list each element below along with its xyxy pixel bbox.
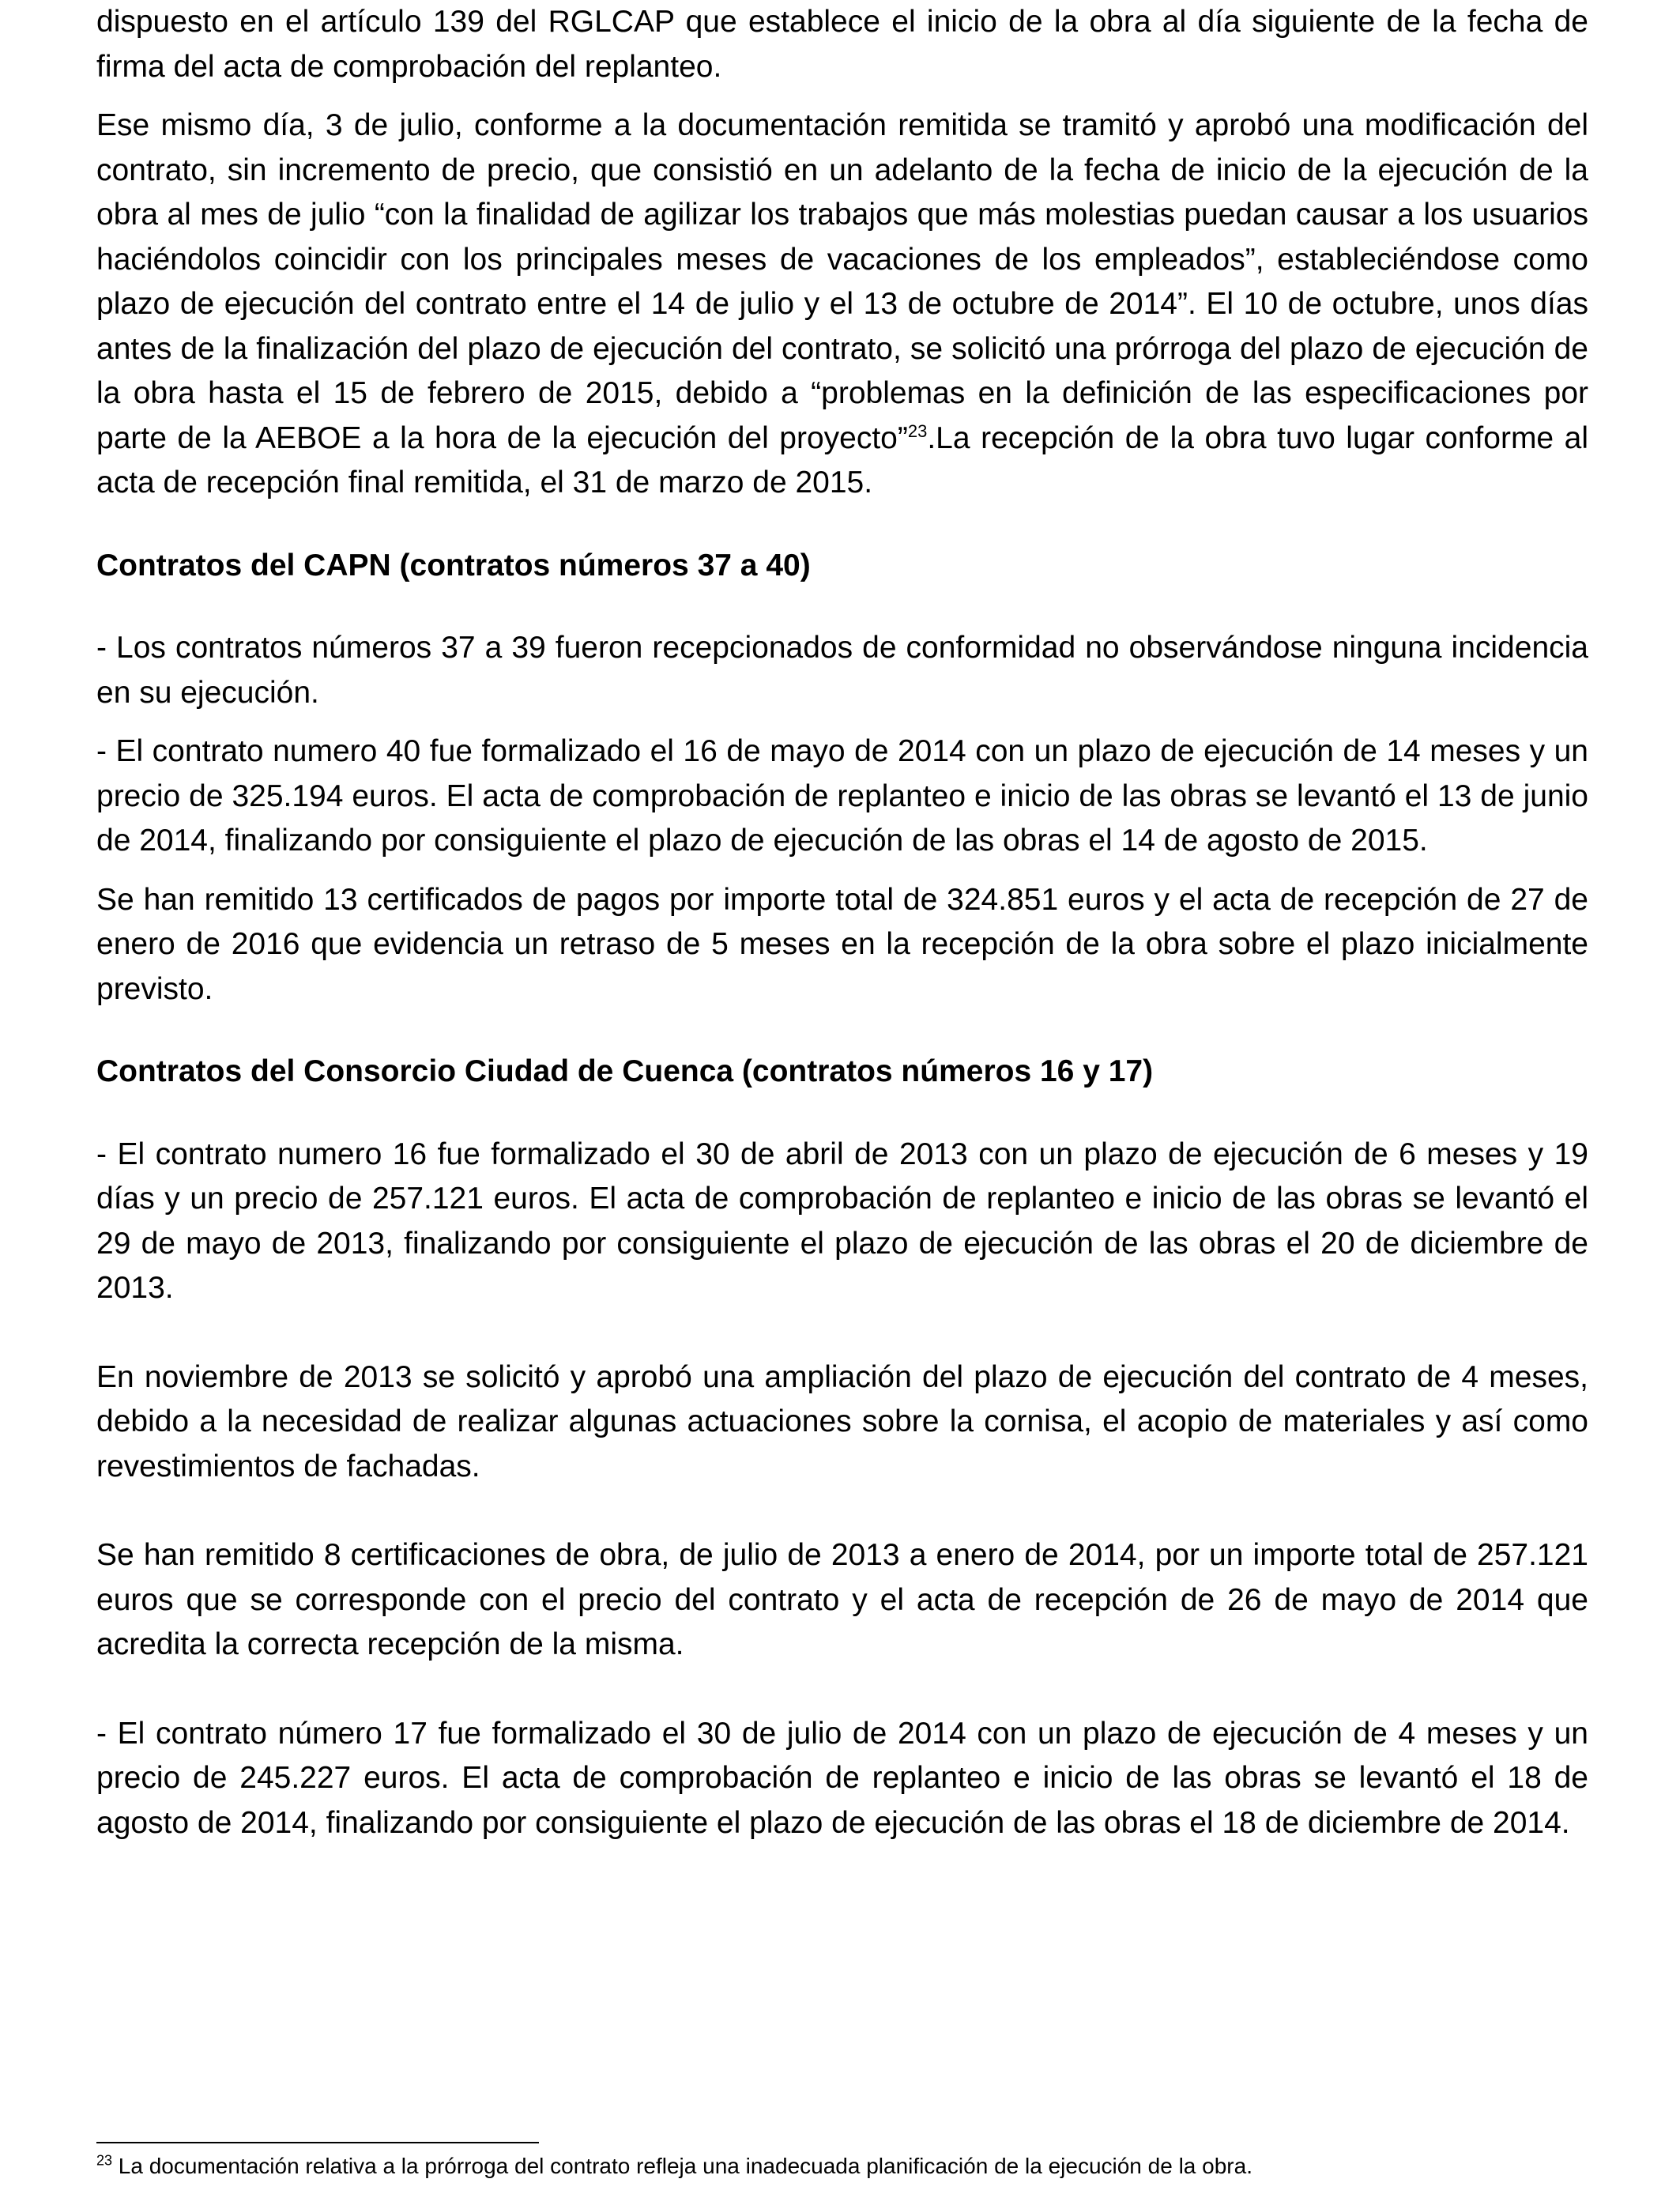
footnote-reference: 23	[907, 420, 928, 441]
document-body	[96, 0, 1588, 1845]
paragraph-text: Ese mismo día, 3 de julio, conforme a la documentación remitida se tramitó y aprobó una modificación del contrato, sin incremento de precio, que consistió en un adelanto de la fecha de inicio de la ejecución de la obra al mes de julio “con la finalidad de agilizar los trabajos que más molestias puedan causar a los usuarios haciéndolos coincidir con los principales meses de vacaciones de los empleados”, estableciéndose como plazo de ejecución del contrato entre el 14 de julio y el 13 de octubre de 2014”. El 10 de octubre, unos días antes de la finalización del plazo de ejecución del contrato, se solicitó una prórroga del plazo de ejecución de la obra hasta el 15 de febrero de 2015, debido a “problemas en la definición de las especificaciones por parte de la AEBOE a la hora de la ejecución del proyecto”	[96, 108, 1588, 455]
paragraph-payment-certificates: Se han remitido 13 certificados de pagos por importe total de 324.851 euros y el acta de recepción de 27 de enero de 2016 que evidencia un retraso de 5 meses en la recepción de la obra sobre el plazo inicialmente previsto.	[96, 882, 1588, 1006]
section-heading-consorcio-cuenca: Contratos del Consorcio Ciudad de Cuenca (contratos números 16 y 17)	[96, 1054, 1154, 1088]
paragraph-contracts-37-39: - Los contratos números 37 a 39 fueron recepcionados de conformidad no observándose ninguna incidencia en su ejecución.	[96, 631, 1588, 710]
paragraph-contract-40: - El contrato numero 40 fue formalizado el 16 de mayo de 2014 con un plazo de ejecución de 14 meses y un precio de 325.194 euros. El acta de comprobación de replanteo e inicio de las obras se levantó el 13 de junio de 2014, finalizando por consiguiente el plazo de ejecución de las obras el 14 de agosto de 2015.	[96, 734, 1588, 858]
paragraph-work-certifications: Se han remitido 8 certificaciones de obra, de julio de 2013 a enero de 2014, por un importe total de 257.121 euros que se corresponde con el precio del contrato y el acta de recepción de 26 de mayo de 2014 que acredita la correcta recepción de la misma.	[96, 1538, 1588, 1661]
paragraph-text: .La recepción de la obra tuvo lugar conforme al acta de recepción final remitida, el 31 de marzo de 2015.	[96, 420, 1589, 499]
paragraph-article-139: dispuesto en el artículo 139 del RGLCAP que establece el inicio de la obra al día siguiente de la fecha de firma del acta de comprobación del replanteo.	[96, 5, 1588, 84]
footnote	[96, 2151, 1588, 2182]
paragraph-extension-nov-2013: En noviembre de 2013 se solicitó y aprobó una ampliación del plazo de ejecución del contrato de 4 meses, debido a la necesidad de realizar algunas actuaciones sobre la cornisa, el acopio de materiales y así como revestimientos de fachadas.	[96, 1359, 1588, 1483]
footnote-number: 23	[96, 2152, 113, 2169]
paragraph-contract-modification	[96, 104, 1588, 506]
paragraph-contract-16: - El contrato numero 16 fue formalizado el 30 de abril de 2013 con un plazo de ejecución de 6 meses y 19 días y un precio de 257.121 euros. El acta de comprobación de replanteo e inicio de las obras se levantó el 29 de mayo de 2013, finalizando por consiguiente el plazo de ejecución de las obras el 20 de diciembre de 2013.	[96, 1137, 1588, 1305]
footnote-text: La documentación relativa a la prórroga del contrato refleja una inadecuada planificación de la ejecución de la obra.	[112, 2154, 1252, 2178]
paragraph-contract-17: - El contrato número 17 fue formalizado el 30 de julio de 2014 con un plazo de ejecución de 4 meses y un precio de 245.227 euros. El acta de comprobación de replanteo e inicio de las obras se levantó el 18 de agosto de 2014, finalizando por consiguiente el plazo de ejecución de las obras el 18 de diciembre de 2014.	[96, 1716, 1588, 1840]
section-heading-capn: Contratos del CAPN (contratos números 37 a 40)	[96, 548, 811, 582]
footnote-separator	[96, 2142, 539, 2143]
